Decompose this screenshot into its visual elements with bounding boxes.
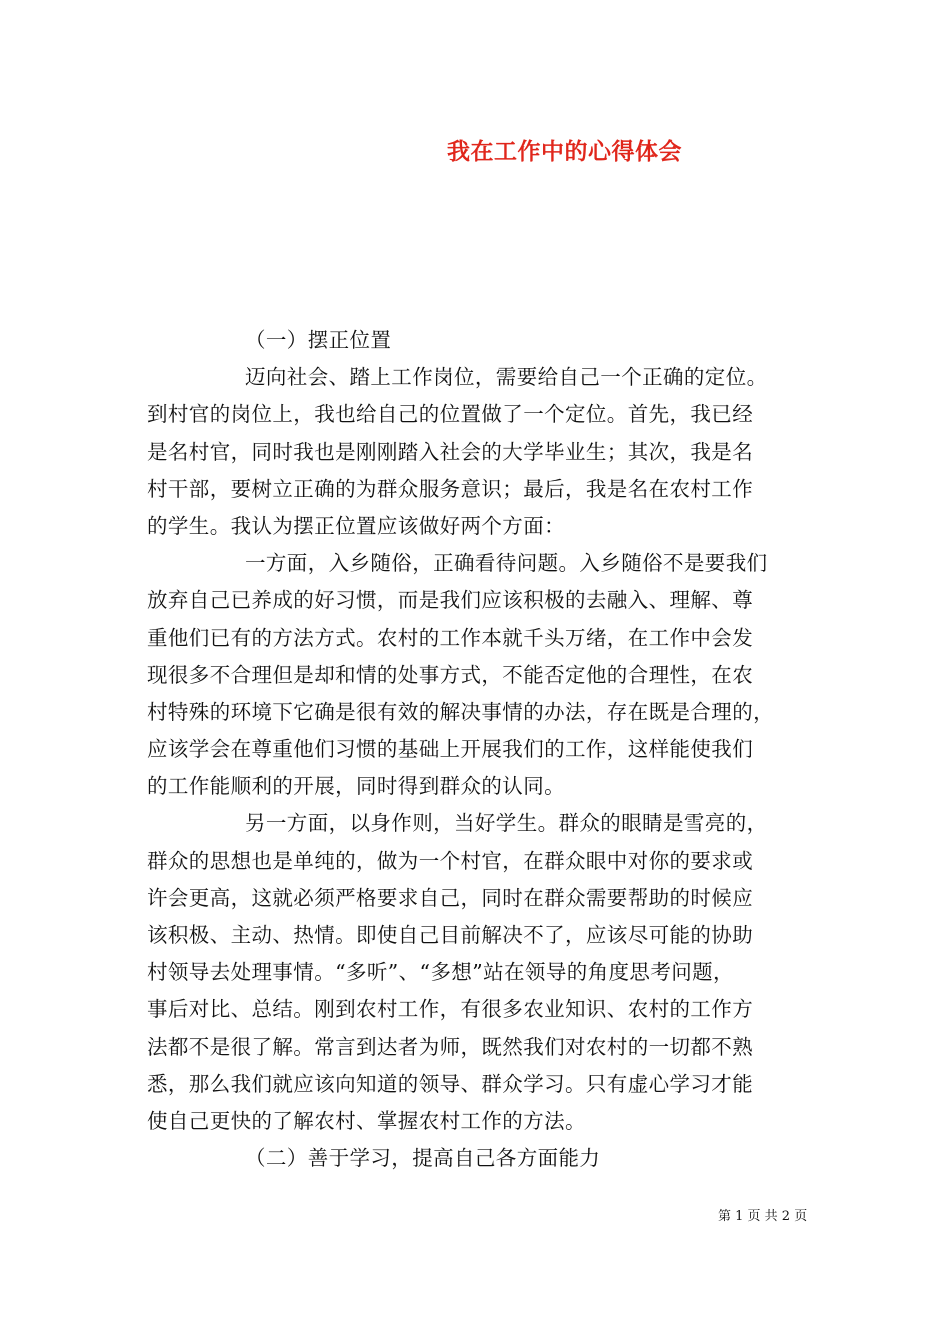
text-line: 迈向社会、踏上工作岗位，需要给自己一个正确的定位。 [245,365,768,390]
text-line: 悉，那么我们就应该向知道的领导、群众学习。只有虚心学习才能 [147,1071,754,1096]
page-footer: 第 1 页 共 2 页 [718,1209,808,1224]
text-line: 重他们已有的方法方式。农村的工作本就千头万绪，在工作中会发 [147,625,754,650]
text-line: 村特殊的环境下它确是很有效的解决事情的办法，存在既是合理的， [147,699,774,724]
text-line: 另一方面，以身作则，当好学生。群众的眼睛是雪亮的， [245,811,768,836]
text-line: 许会更高，这就必须严格要求自己，同时在群众需要帮助的时候应 [147,885,754,910]
document-title: 我在工作中的心得体会 [447,138,682,165]
text-line: 的工作能顺利的开展，同时得到群众的认同。 [147,774,565,799]
text-line: 使自己更快的了解农村、掌握农村工作的方法。 [147,1108,586,1133]
section-heading: （一）摆正位置 [245,328,392,352]
text-line: 一方面，入乡随俗，正确看待问题。入乡随俗不是要我们 [245,551,768,576]
text-line: 事后对比、总结。刚到农村工作，有很多农业知识、农村的工作方 [147,997,754,1022]
text-line: 群众的思想也是单纯的，做为一个村官，在群众眼中对你的要求或 [147,848,754,873]
text-line: 放弃自己已养成的好习惯，而是我们应该积极的去融入、理解、尊 [147,588,754,613]
text-line: 的学生。我认为摆正位置应该做好两个方面： [147,513,565,538]
text-line: 法都不是很了解。常言到达者为师，既然我们对农村的一切都不熟 [147,1034,754,1059]
text-line: 该积极、主动、热情。即使自己目前解决不了，应该尽可能的协助 [147,923,754,947]
text-line: 现很多不合理但是却和情的处事方式，不能否定他的合理性，在农 [147,662,754,687]
section-heading: （二）善于学习，提高自己各方面能力 [245,1146,601,1171]
text-line: 村领导去处理事情。“多听”、“多想”站在领导的角度思考问题， [147,960,734,985]
text-line: 是名村官，同时我也是刚刚踏入社会的大学毕业生；其次，我是名 [147,439,754,464]
text-line: 村干部，要树立正确的为群众服务意识；最后，我是名在农村工作 [147,476,754,501]
document-body [147,322,817,1177]
text-line: 应该学会在尊重他们习惯的基础上开展我们的工作，这样能使我们 [147,737,754,762]
text-line: 到村官的岗位上，我也给自己的位置做了一个定位。首先，我已经 [147,402,754,427]
